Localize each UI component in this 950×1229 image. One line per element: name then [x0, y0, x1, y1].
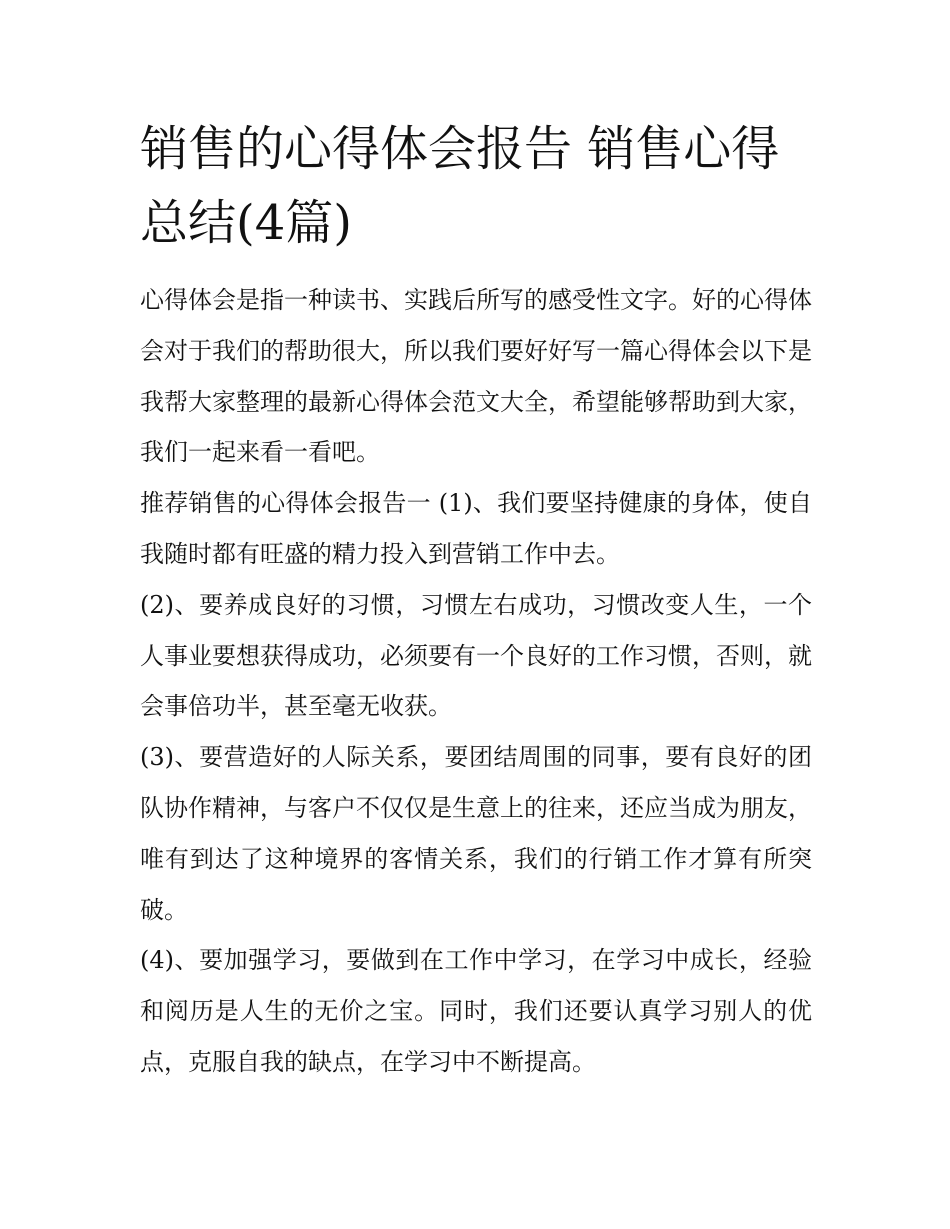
paragraph-point-1: 推荐销售的心得体会报告一 (1)、我们要坚持健康的身体，使自我随时都有旺盛的精力投入到营销工作中去。 [140, 489, 812, 568]
document-title: 销售的心得体会报告 销售心得总结(4篇) [140, 121, 780, 251]
paragraph-intro: 心得体会是指一种读书、实践后所写的感受性文字。好的心得体会对于我们的帮助很大，所以我们要好好写一篇心得体会以下是我帮大家整理的最新心得体会范文大全，希望能够帮助到大家，我们一起来看一看吧。 [140, 286, 812, 467]
paragraph-point-4: (4)、要加强学习，要做到在工作中学习，在学习中成长，经验和阅历是人生的无价之宝。同时，我们还要认真学习别人的优点，克服自我的缺点，在学习中不断提高。 [140, 946, 812, 1076]
paragraph-point-2: (2)、要养成良好的习惯，习惯左右成功，习惯改变人生，一个人事业要想获得成功，必须要有一个良好的工作习惯，否则，就会事倍功半，甚至毫无收获。 [140, 590, 812, 721]
document-body [140, 275, 812, 1088]
paragraph-point-3: (3)、要营造好的人际关系，要团结周围的同事，要有良好的团队协作精神，与客户不仅仅是生意上的往来，还应当成为朋友，唯有到达了这种境界的客情关系，我们的行销工作才算有所突破。 [140, 743, 812, 924]
